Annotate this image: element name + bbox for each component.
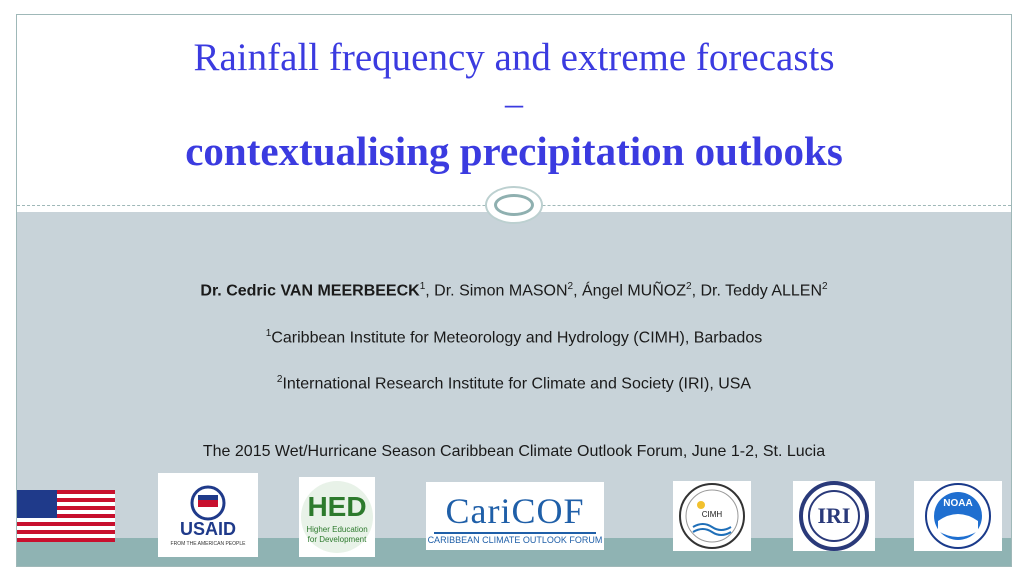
affiliation-2-text: International Research Institute for Climate and Society (IRI), USA xyxy=(282,375,752,393)
cimh-text: CIMH xyxy=(701,510,723,519)
noaa-text: NOAA xyxy=(943,498,973,509)
cimh-logo xyxy=(673,481,751,551)
iri-text: IRI xyxy=(817,503,851,528)
ring-ornament xyxy=(485,186,543,224)
author-2: , Dr. Simon MASON xyxy=(425,282,568,300)
affiliation-1 xyxy=(17,328,1011,347)
author-4: , Dr. Teddy ALLEN xyxy=(691,282,823,300)
hed-text: HED xyxy=(307,491,367,522)
title-line-2: contextualising precipitation outlooks xyxy=(185,128,843,174)
usaid-text: USAID xyxy=(179,519,236,539)
affiliation-1-text: Caribbean Institute for Meteorology and Hydrology (CIMH), Barbados xyxy=(271,329,763,347)
usaid-logo xyxy=(158,473,258,557)
authors-line xyxy=(17,281,1011,300)
affiliation-2-sup: 2 xyxy=(276,374,283,385)
caricof-text: CariCOF xyxy=(445,491,585,531)
hed-tagline-2: for Development xyxy=(307,535,367,544)
author-4-sup: 2 xyxy=(822,281,828,292)
slide xyxy=(16,14,1012,567)
iri-logo xyxy=(793,481,875,551)
affiliation-2 xyxy=(17,374,1011,393)
event-line: The 2015 Wet/Hurricane Season Caribbean Climate Outlook Forum, June 1-2, St. Lucia xyxy=(202,443,826,460)
author-1: Dr. Cedric VAN MEERBEECK xyxy=(200,282,420,300)
author-3-sup: 2 xyxy=(686,281,692,292)
title-dash: – xyxy=(505,83,523,123)
title-line-1: Rainfall frequency and extreme forecasts xyxy=(193,36,835,79)
noaa-seal-icon xyxy=(914,481,1002,551)
us-flag-logo xyxy=(17,490,115,542)
caricof-underline xyxy=(434,532,596,534)
author-3: , Ángel MUÑOZ xyxy=(573,282,687,300)
affiliation-1-sup: 1 xyxy=(265,328,272,339)
noaa-logo xyxy=(914,481,1002,551)
caricof-logo xyxy=(426,482,604,550)
caricof-tagline: CARIBBEAN CLIMATE OUTLOOK FORUM xyxy=(427,535,603,545)
title-area xyxy=(17,15,1011,207)
author-1-sup: 1 xyxy=(419,281,426,292)
author-2-sup: 2 xyxy=(567,281,574,292)
usaid-tagline: FROM THE AMERICAN PEOPLE xyxy=(170,541,246,547)
hed-tagline-1: Higher Education xyxy=(306,525,368,534)
hed-logo xyxy=(299,477,375,557)
